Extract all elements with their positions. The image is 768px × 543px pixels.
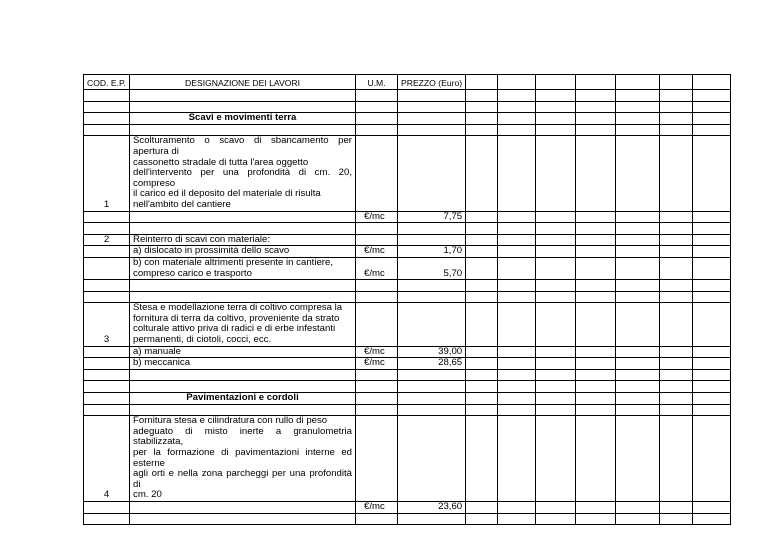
description-line: Fornitura stesa e cilindratura con rullo di peso (133, 415, 328, 427)
table-row (84, 501, 731, 513)
table-row (84, 234, 731, 246)
item-price: 5,70 (398, 257, 466, 279)
header-code: COD. E.P. (84, 75, 130, 90)
blank-row (84, 124, 731, 136)
price-list-table (83, 74, 731, 525)
header-designation: DESIGNAZIONE DEI LAVORI (130, 75, 356, 90)
section-row (84, 393, 731, 405)
item-unit: €/mc (356, 346, 398, 358)
item-unit: €/mc (356, 501, 398, 513)
item-description (130, 136, 356, 211)
item-price: 28,65 (398, 358, 466, 370)
section-title: Pavimentazioni e cordoli (130, 393, 356, 405)
description-line: fornitura di terra da coltivo, proveniente da strato (133, 312, 340, 324)
item-price: 23,60 (398, 501, 466, 513)
blank-row (84, 513, 731, 525)
table-row (84, 211, 731, 223)
header-price: PREZZO (Euro) (398, 75, 466, 90)
description-line: cm. 20 (133, 489, 162, 501)
section-title: Scavi e movimenti terra (130, 113, 356, 125)
item-code: 3 (84, 303, 130, 346)
blank-row (84, 291, 731, 303)
item-variant: a) manuale (130, 346, 356, 358)
item-code: 2 (84, 234, 130, 246)
section-row (84, 113, 731, 125)
description-line: Stesa e modellazione terra di coltivo compresa la (133, 302, 343, 314)
description-line: dell'intervento per una profondità di cm. 20, compreso (133, 167, 353, 189)
description-line: colturale attivo priva di radici e di erbe infestanti (133, 323, 336, 335)
description-line: per la formazione di pavimentazioni interne ed esterne (133, 447, 353, 469)
item-unit: €/mc (356, 257, 398, 279)
table-row (84, 257, 731, 279)
description-line: cassonetto stradale di tutta l'area oggetto (133, 156, 309, 168)
blank-row (84, 101, 731, 113)
item-unit: €/mc (356, 246, 398, 258)
description-line: Scolturamento o scavo di sbancamento per apertura di (133, 135, 353, 157)
blank-row (84, 280, 731, 292)
description-line: compreso carico e trasporto (133, 267, 252, 279)
item-unit: €/mc (356, 211, 398, 223)
blank-row (84, 223, 731, 235)
table-row (84, 358, 731, 370)
description-line: adeguato di misto inerte a granulometria stabilizzata, (133, 425, 353, 448)
item-variant: b) meccanica (130, 358, 356, 370)
table-row (84, 246, 731, 258)
table-row (84, 346, 731, 358)
item-unit: €/mc (356, 358, 398, 370)
blank-row (84, 404, 731, 416)
item-price: 39,00 (398, 346, 466, 358)
description-line: b) con materiale altrimenti presente in cantiere, (133, 257, 333, 268)
header-unit: U.M. (356, 75, 398, 90)
table-row (84, 303, 731, 346)
item-variant (130, 257, 356, 279)
table-row (84, 136, 731, 211)
blank-row (84, 90, 731, 102)
table-row (84, 416, 731, 502)
item-description (130, 416, 356, 502)
item-code: 1 (84, 136, 130, 211)
blank-row (84, 369, 731, 381)
description-line: nell'ambito del cantiere (133, 198, 231, 210)
item-code: 4 (84, 416, 130, 502)
header-row (84, 75, 731, 90)
item-price: 1,70 (398, 246, 466, 258)
item-description: Reinterro di scavi con materiale: (130, 234, 356, 246)
item-variant: a) dislocato in prossimità dello scavo (130, 246, 356, 258)
description-line: il carico ed il deposito del materiale di risulta (133, 188, 321, 200)
blank-row (84, 381, 731, 393)
item-price: 7,75 (398, 211, 466, 223)
description-line: agli orti e nella zona parcheggi per una profondità di (133, 468, 353, 490)
item-description (130, 303, 356, 346)
description-line: permanenti, di ciotoli, cocci, ecc. (133, 334, 272, 346)
